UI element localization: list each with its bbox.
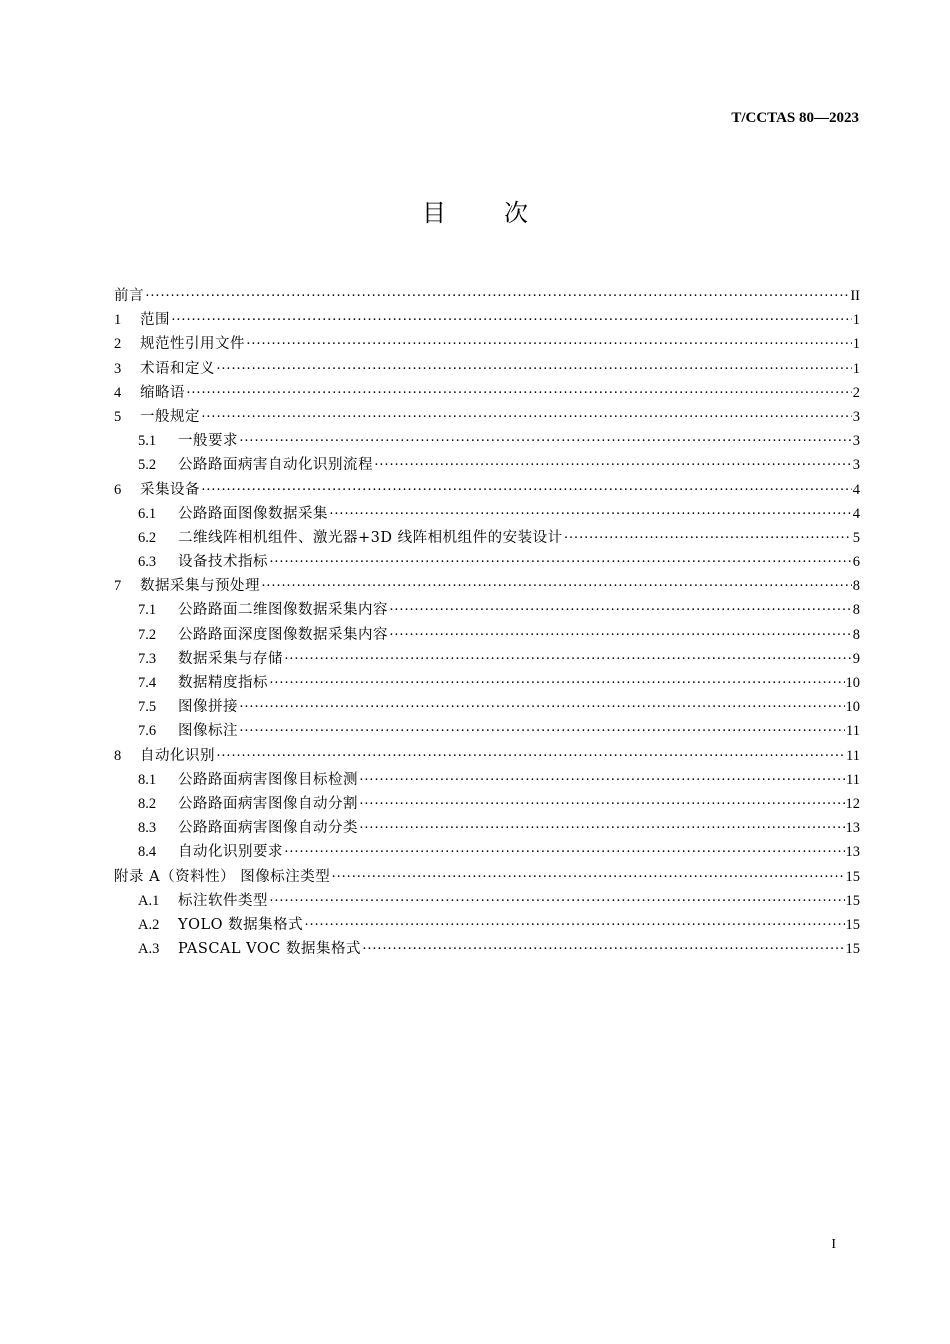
toc-entry-label: 图像标注 bbox=[178, 723, 238, 740]
toc-entry-page: 8 bbox=[852, 602, 860, 619]
toc-entry[interactable] bbox=[114, 671, 860, 695]
toc-dot-leader bbox=[329, 502, 852, 526]
toc-entry-number: 6 bbox=[114, 481, 122, 498]
toc-entry-page: 12 bbox=[845, 795, 860, 812]
toc-entry-page: 2 bbox=[852, 384, 860, 401]
toc-entry-label: 数据采集与存储 bbox=[178, 650, 283, 667]
toc-entry-number: 7.5 bbox=[138, 699, 157, 716]
toc-entry-label: 数据采集与预处理 bbox=[140, 578, 260, 595]
toc-dot-leader bbox=[284, 840, 845, 864]
toc-entry[interactable] bbox=[114, 598, 860, 622]
document-code: T/CCTAS 80—2023 bbox=[731, 110, 859, 126]
toc-entry-label: 附录 A（资料性） 图像标注类型 bbox=[114, 868, 331, 885]
toc-entry-page: 1 bbox=[852, 336, 860, 353]
toc-entry-page: 13 bbox=[845, 844, 860, 861]
toc-entry-label: 数据精度指标 bbox=[178, 675, 268, 691]
toc-entry[interactable] bbox=[114, 381, 860, 405]
toc-entry-number: 8 bbox=[114, 747, 122, 764]
toc-entry-page: 10 bbox=[845, 699, 860, 716]
toc-entry-number: 6.2 bbox=[138, 529, 157, 546]
toc-entry-page: 11 bbox=[846, 747, 860, 764]
toc-entry-label: YOLO 数据集格式 bbox=[178, 916, 304, 933]
toc-dot-leader bbox=[564, 526, 852, 550]
toc-entry-number: 6.3 bbox=[138, 554, 157, 571]
toc-entry-number: 2 bbox=[114, 336, 122, 353]
toc-entry[interactable] bbox=[114, 865, 860, 889]
toc-entry[interactable] bbox=[114, 647, 860, 671]
toc-entry-label: 公路路面病害自动化识别流程 bbox=[178, 457, 373, 474]
toc-entry-label: 缩略语 bbox=[140, 384, 185, 401]
toc-entry[interactable] bbox=[114, 792, 860, 816]
toc-entry-number: 5 bbox=[114, 408, 122, 425]
toc-entry-page: 9 bbox=[852, 650, 860, 667]
table-of-contents bbox=[114, 284, 860, 961]
toc-entry-page: 15 bbox=[845, 868, 860, 885]
toc-entry-page: 15 bbox=[845, 916, 860, 933]
toc-dot-leader bbox=[304, 913, 844, 937]
toc-dot-leader bbox=[201, 405, 852, 429]
toc-entry-number: 3 bbox=[114, 360, 122, 377]
toc-entry-number: A.1 bbox=[138, 892, 160, 909]
toc-entry-label: 规范性引用文件 bbox=[140, 336, 245, 353]
toc-entry[interactable] bbox=[114, 332, 860, 356]
toc-entry-label: 公路路面图像数据采集 bbox=[178, 505, 328, 522]
toc-entry-page: 1 bbox=[852, 312, 860, 329]
toc-entry-label: PASCAL VOC 数据集格式 bbox=[178, 941, 361, 958]
toc-entry-label: 图像拼接 bbox=[178, 699, 238, 716]
toc-dot-leader bbox=[216, 744, 845, 768]
toc-entry-number: 8.4 bbox=[138, 844, 157, 861]
toc-entry-number: 8.3 bbox=[138, 820, 157, 837]
toc-entry-page: 5 bbox=[852, 529, 860, 546]
toc-dot-leader bbox=[261, 574, 852, 598]
toc-entry-number: 5.2 bbox=[138, 457, 157, 474]
toc-entry-number: 8.2 bbox=[138, 795, 157, 812]
toc-entry[interactable] bbox=[114, 526, 860, 550]
toc-dot-leader bbox=[269, 671, 845, 695]
toc-title: 目次 bbox=[422, 199, 586, 227]
toc-entry-label: 公路路面病害图像自动分割 bbox=[178, 795, 358, 812]
toc-entry-page: 15 bbox=[845, 892, 860, 909]
toc-entry-page: 10 bbox=[845, 675, 860, 691]
toc-entry-label: 一般要求 bbox=[178, 433, 238, 450]
toc-entry-number: 7.1 bbox=[138, 602, 157, 619]
toc-entry-number: 7.6 bbox=[138, 723, 157, 740]
toc-entry-label: 公路路面病害图像目标检测 bbox=[178, 771, 358, 788]
toc-entry[interactable] bbox=[114, 816, 860, 840]
toc-entry-number: 6.1 bbox=[138, 505, 157, 522]
toc-entry-number: 7.3 bbox=[138, 650, 157, 667]
toc-entry[interactable] bbox=[114, 913, 860, 937]
toc-dot-leader bbox=[362, 937, 845, 961]
toc-entry-number: 8.1 bbox=[138, 771, 157, 788]
toc-dot-leader bbox=[389, 623, 852, 647]
toc-entry[interactable] bbox=[114, 308, 860, 332]
toc-dot-leader bbox=[359, 792, 845, 816]
toc-entry-page: 6 bbox=[852, 554, 860, 571]
toc-entry-page: 1 bbox=[852, 360, 860, 377]
toc-entry-label: 公路路面深度图像数据采集内容 bbox=[178, 626, 388, 643]
toc-entry-label: 一般规定 bbox=[140, 408, 200, 425]
toc-dot-leader bbox=[284, 647, 852, 671]
toc-entry-number: 5.1 bbox=[138, 433, 157, 450]
toc-dot-leader bbox=[359, 816, 845, 840]
toc-entry-label: 自动化识别要求 bbox=[178, 844, 283, 861]
toc-entry[interactable] bbox=[114, 937, 860, 961]
toc-entry[interactable] bbox=[114, 768, 860, 792]
toc-entry-page: 4 bbox=[852, 481, 860, 498]
toc-entry[interactable] bbox=[114, 357, 860, 381]
toc-dot-leader bbox=[239, 429, 852, 453]
toc-dot-leader bbox=[216, 357, 852, 381]
toc-entry[interactable] bbox=[114, 284, 860, 308]
toc-dot-leader bbox=[359, 768, 845, 792]
toc-dot-leader bbox=[389, 598, 852, 622]
toc-dot-leader bbox=[171, 308, 852, 332]
toc-entry-page: 3 bbox=[852, 457, 860, 474]
toc-dot-leader bbox=[331, 865, 844, 889]
toc-dot-leader bbox=[186, 381, 852, 405]
toc-dot-leader bbox=[269, 550, 852, 574]
toc-entry-label: 自动化识别 bbox=[140, 747, 215, 764]
toc-dot-leader bbox=[269, 889, 845, 913]
toc-entry-page: 11 bbox=[846, 723, 860, 740]
toc-entry-label: 公路路面二维图像数据采集内容 bbox=[178, 602, 388, 619]
toc-dot-leader bbox=[239, 719, 845, 743]
toc-entry-page: 15 bbox=[845, 941, 860, 958]
toc-entry[interactable] bbox=[114, 889, 860, 913]
toc-entry-label: 前言 bbox=[114, 288, 144, 304]
toc-dot-leader bbox=[374, 453, 852, 477]
toc-entry[interactable] bbox=[114, 623, 860, 647]
toc-entry-label: 设备技术指标 bbox=[178, 554, 268, 571]
toc-entry-label: 公路路面病害图像自动分类 bbox=[178, 820, 358, 837]
toc-entry[interactable] bbox=[114, 574, 860, 598]
toc-entry-number: 7.4 bbox=[138, 675, 157, 691]
toc-entry-label: 二维线阵相机组件、激光器+3D 线阵相机组件的安装设计 bbox=[178, 529, 563, 546]
toc-entry-number: 4 bbox=[114, 384, 122, 401]
toc-entry-page: 8 bbox=[852, 626, 860, 643]
toc-dot-leader bbox=[239, 695, 845, 719]
toc-entry[interactable] bbox=[114, 453, 860, 477]
toc-entry-page: 13 bbox=[845, 820, 860, 837]
toc-entry-page: 3 bbox=[852, 408, 860, 425]
toc-dot-leader bbox=[145, 284, 849, 308]
toc-entry-number: 1 bbox=[114, 312, 122, 329]
toc-entry[interactable] bbox=[114, 840, 860, 864]
toc-entry[interactable] bbox=[114, 744, 860, 768]
toc-entry-label: 采集设备 bbox=[140, 481, 200, 498]
toc-entry-label: 术语和定义 bbox=[140, 360, 215, 377]
toc-entry-page: 3 bbox=[852, 433, 860, 450]
toc-entry-label: 标注软件类型 bbox=[178, 892, 268, 909]
toc-entry[interactable] bbox=[114, 719, 860, 743]
toc-entry[interactable] bbox=[114, 550, 860, 574]
toc-entry[interactable] bbox=[114, 695, 860, 719]
toc-entry[interactable] bbox=[114, 502, 860, 526]
toc-entry-page: 4 bbox=[852, 505, 860, 522]
toc-dot-leader bbox=[246, 332, 852, 356]
toc-entry-label: 范围 bbox=[140, 312, 170, 329]
page-number: I bbox=[831, 1237, 836, 1252]
toc-entry[interactable] bbox=[114, 429, 860, 453]
toc-entry[interactable] bbox=[114, 478, 860, 502]
toc-entry-page: 11 bbox=[846, 771, 860, 788]
toc-entry-page: II bbox=[850, 288, 860, 304]
toc-entry-number: 7 bbox=[114, 578, 122, 595]
toc-entry[interactable] bbox=[114, 405, 860, 429]
toc-entry-page: 8 bbox=[852, 578, 860, 595]
toc-entry-number: 7.2 bbox=[138, 626, 157, 643]
toc-entry-number: A.3 bbox=[138, 941, 160, 958]
toc-dot-leader bbox=[201, 478, 852, 502]
toc-entry-number: A.2 bbox=[138, 916, 160, 933]
